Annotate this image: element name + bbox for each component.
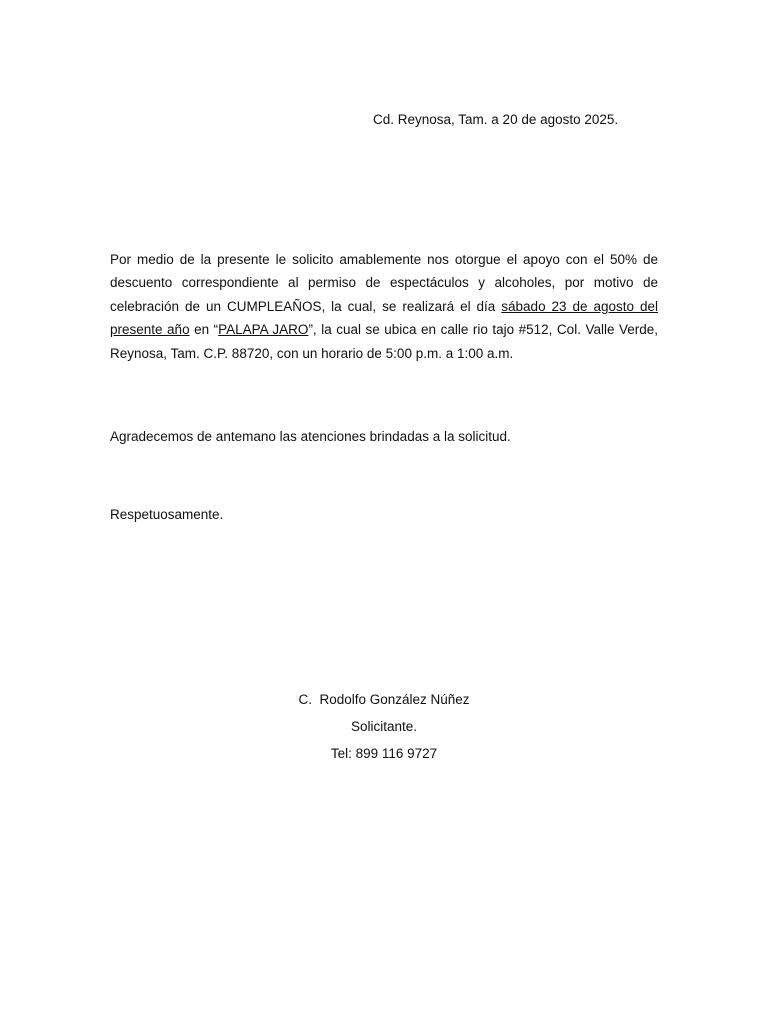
- signature-block: [0, 690, 768, 771]
- thanks-line: Agradecemos de antemano las atenciones brindadas a la solicitud.: [110, 429, 511, 444]
- closing-line: Respetuosamente.: [110, 507, 224, 522]
- signer-role: Solicitante.: [350, 719, 418, 734]
- body-paragraph: [110, 248, 658, 365]
- date-line: Cd. Reynosa, Tam. a 20 de agosto 2025.: [373, 112, 619, 127]
- event-date-underlined: sábado 23 de agosto del presente año: [110, 298, 658, 338]
- body-text-part1: Por medio de la presente le solicito amablemente nos otorgue el apoyo con el 50% de descuento correspondiente al permiso de espectáculos y alcoholes, por motivo de celebración de un CUMPLEAÑOS, la cual, se realizará el día: [110, 252, 658, 314]
- body-text-part3: ”, la cual se ubica en calle rio tajo #512, Col. Valle Verde, Reynosa, Tam. C.P. 88720, con un horario de 5:00 p.m. a 1:00 a.m.: [110, 322, 659, 361]
- signer-phone: Tel: 899 116 9727: [330, 746, 438, 761]
- signer-name: C. Rodolfo González Núñez: [298, 692, 470, 707]
- venue-name-underlined: PALAPA JARO: [218, 322, 309, 338]
- body-text-part2: en “: [189, 322, 219, 338]
